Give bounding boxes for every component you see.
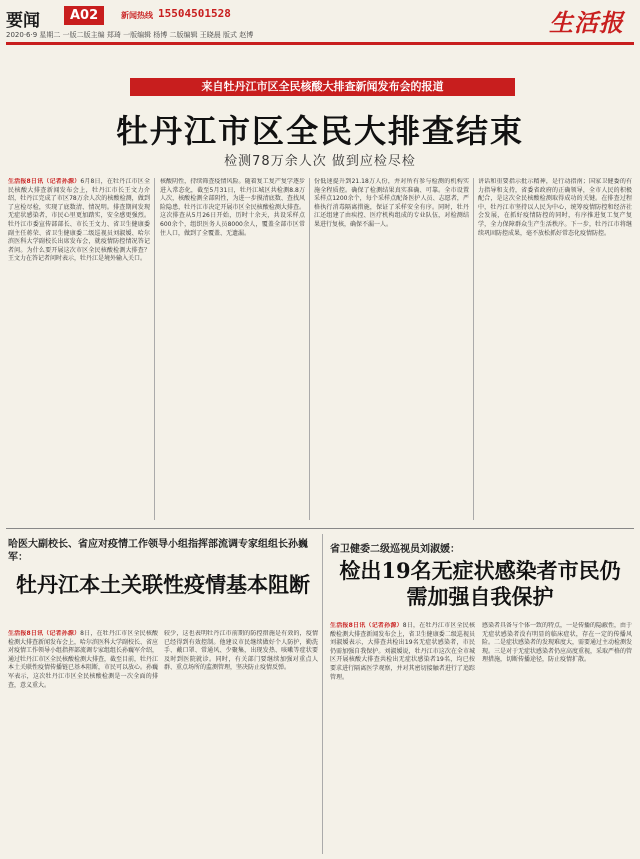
- masthead-rule: [6, 42, 634, 45]
- bottom-right-byline: 生活报8日讯（记者孙源）: [330, 622, 403, 629]
- issue-meta: 2020·6·9 星期二 一版二版主编 郑琦 一版编辑 杨博 二版编辑 王晓晨 版式 赵博: [6, 31, 254, 39]
- newspaper-logo: 生活报: [549, 8, 624, 37]
- page-number-badge: A02: [64, 6, 104, 25]
- top-story-column-4: [478, 178, 632, 520]
- masthead: [6, 4, 634, 62]
- hotline-label: 新闻热线: [121, 11, 153, 20]
- top-story-headline: 牡丹江市区全民大排查结束: [115, 112, 524, 150]
- bottom-left-text-1: 8日，在牡丹江市区全民核酸检测大排查新闻发布会上，哈尔滨医科大学副校长、省应对疫情工作领导小组指挥部流调专家组组长孙巍军介绍，通过牡丹江市区全民核酸检测大排查，截至目前，牡丹江本土关联性疫情传播链已基本阻断，市民可以放心。孙巍军表示，这次牡丹江市区全民核酸检测是一次全面的排查，意义重大。: [8, 630, 158, 689]
- hotline-number: 15504501528: [158, 7, 231, 20]
- top-story-column-2: [160, 178, 305, 520]
- top-story-text-4: 讲话和重要指示批示精神，是行动指南；国家卫健委的有力指导和支持，省委省政府的正确领导，全市人民的积极配合，是这次全民核酸检测取得成功的关键。在排查过程中，牡丹江市坚持以人民为中心，统筹疫情防控和经济社会发展，在抓好疫情防控的同时，有序推进复工复产复学，全力保障群众生产生活秩序。下一步，牡丹江市将继续巩固防控成果，毫不放松抓好常态化疫情防控。: [478, 178, 632, 237]
- bottom-right-text-1: 8日，在牡丹江市区全民核酸检测大排查新闻发布会上，省卫生健康委二级巡视员刘淑媛表示，大排查共检出19名无症状感染者，市民仍需加强自我保护。刘淑媛说，牡丹江市这次在全市城区开展核酸大排查共检出无症状感染者19名，均已按要求进行隔离医学观察，并对其密切接触者进行了追踪管理。: [330, 622, 475, 681]
- column-divider: [309, 178, 310, 520]
- top-story-subhead: 检测78万余人次 做到应检尽检: [224, 154, 416, 169]
- bottom-right-column-2: [482, 622, 632, 852]
- bottom-left-column-1: [8, 630, 158, 852]
- top-story-text-2: 核酸阴性，持续筛查疫情风险。随着复工复产复学逐步进入常态化，截至5月31日，牡丹江城区共检测8.8万人次，核酸检测全部阴性，为进一步摸清底数、查找风险隐患，牡丹江市决定开展市区全民核酸检测大排查。这次排查从5月26日开始，历时十余天，共设采样点600余个，组织医务人员8000余人，覆盖全部市区常住人口，做到了全覆盖、无遗漏。: [160, 178, 305, 237]
- top-story-column-3: [314, 178, 469, 520]
- bottom-left-byline: 生活报8日讯（记者孙源）: [8, 630, 81, 637]
- bottom-divider: [322, 534, 323, 854]
- top-story-column-1: [8, 178, 150, 520]
- bottom-right-text-2: 感染者具备与个体一致的特点，一是传播的隐蔽性，由于无症状感染者没有明显的临床症状，存在一定的传播风险。二是症状感染者的发现难度大，需要通过主动检测发现。三是对于无症状感染者仍应高度重视，采取严格的管理措施，切断传播途径，防止疫情扩散。: [482, 622, 632, 664]
- bottom-right-kicker: 省卫健委二级巡视员刘淑媛：: [330, 544, 460, 555]
- bottom-right-headline: 检出19名无症状感染者市民仍需加强自我保护: [339, 558, 621, 609]
- bottom-left-headline: 牡丹江本土关联性疫情基本阻断: [16, 572, 310, 597]
- column-divider: [473, 178, 474, 520]
- bottom-left-text-2: 较少，这也表明牡丹江市前期的防控措施是有效的，疫情已经得到有效控制。他建议市民继续做好个人防护，勤洗手、戴口罩、常通风、少聚集，出现发热、咳嗽等症状要及时到医院就诊。同时，有关部门要继续加强对重点人群、重点场所的监测管理，坚决防止疫情反弹。: [164, 630, 318, 672]
- column-divider: [154, 178, 155, 520]
- bottom-right-column-1: [330, 622, 475, 852]
- top-story-text-1: 6月8日，在牡丹江市区全民核酸大排查新闻发布会上，牡丹江市长王文力介绍，牡丹江完成了市区78万余人次的核酸检测，做到了应检尽检，实现了底数清、情况明。排查期间发现无症状感染者，市民心里更加踏实，安全感更强烈。牡丹江市委宣传部部长、市长王文力、省卫生健康委副主任蒋荣、省卫生健康委二级巡视员刘淑媛、哈尔滨医科大学副校长出席发布会，就疫情防控情况答记者问。为什么要开展这次市区全民核酸检测大排查？王文力在答记者问时表示，牡丹江是境外输入关口。: [8, 178, 150, 263]
- top-story-kicker: 来自牡丹江市区全民核酸大排查新闻发布会的报道: [130, 78, 515, 96]
- section-name: 要闻: [6, 11, 40, 31]
- top-story-byline: 生活报8日讯（记者孙源）: [8, 178, 81, 185]
- top-story-text-3: 份低速提升到21.18万人份，并对所有参与检测的机构实施全程质控。确保了检测结果真实准确、可靠。全市设置采样点1200余个，每个采样点配备医护人员、志愿者，严格执行消毒隔离措施，保证了采样安全有序。同时，牡丹江还组建了由疾控、医疗机构组成的专业队伍，对检测结果进行复核，确保不漏一人。: [314, 178, 469, 228]
- bottom-left-column-2: [164, 630, 318, 852]
- bottom-left-kicker: 哈医大副校长、省应对疫情工作领导小组指挥部流调专家组组长孙巍军：: [8, 539, 308, 563]
- section-divider: [6, 528, 634, 529]
